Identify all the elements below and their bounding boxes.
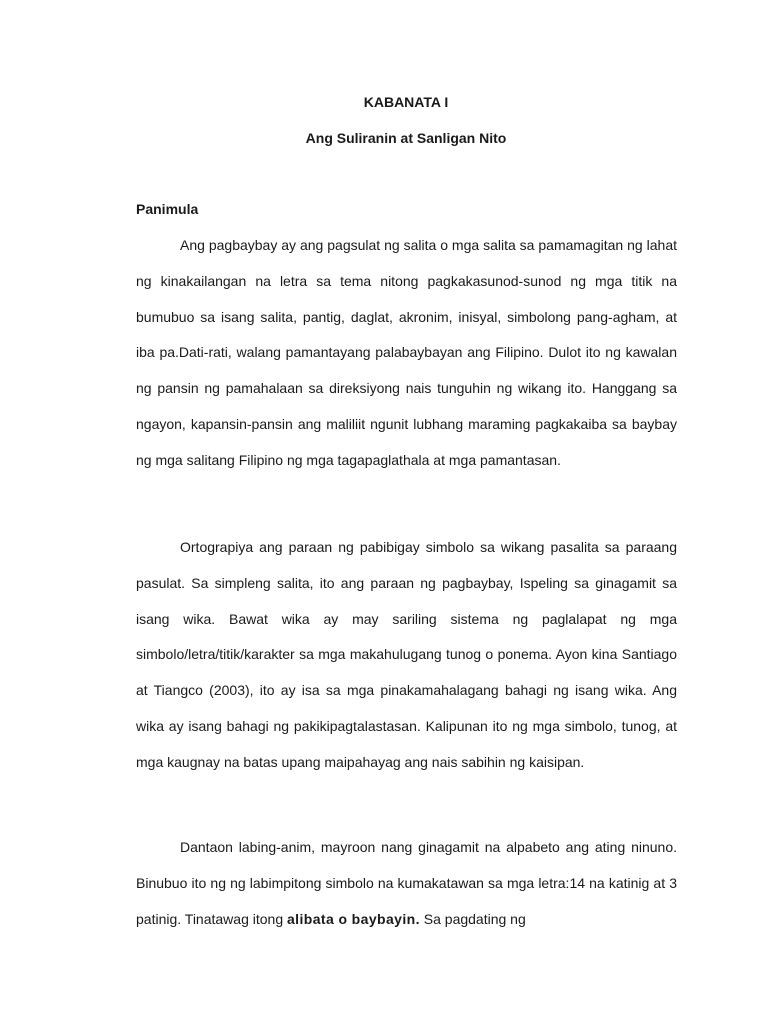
paragraph-3-start: Dantaon labing-anim, mayroon nang ginagamit na alpabeto ang ating ninuno. Binubuo ito ng ng labimpitong simbolo na kumakatawan sa mga letra:14 na katinig at 3 patinig. Tinatawag itong: [136, 839, 677, 927]
paragraph-1: Ang pagbaybay ay ang pagsulat ng salita o mga salita sa pamamagitan ng lahat ng kinakailangan na letra sa tema nitong pagkakasunod-sunod ng mga titik na bumubuo sa isang salita, pantig, daglat, akronim, inisyal, simbolong pang-agham, at iba pa.Dati-rati, walang pamantayang palabaybayan ang Filipino. Dulot ito ng kawalan ng pansin ng pamahalaan sa direksiyong nais tunguhin ng wikang ito. Hanggang sa ngayon, kapansin-pansin ang maliliit ngunit lubhang maraming pagkakaiba sa baybay ng mga salitang Filipino ng mga tagapaglathala at mga pamantasan.: [136, 237, 677, 468]
paragraph-2: Ortograpiya ang paraan ng pabibigay simbolo sa wikang pasalita sa paraang pasulat. Sa simpleng salita, ito ang paraan ng pagbaybay, Ispeling sa ginagamit sa isang wika. Bawat wika ay may sariling sistema ng paglalapat ng mga simbolo/letra/titik/karakter sa mga makahulugang tunog o ponema. Ayon kina Santiago at Tiangco (2003), ito ay isa sa mga pinakamahalagang bahagi ng isang wika. Ang wika ay isang bahagi ng pakikipagtalastasan. Kalipunan ito ng mga simbolo, tunog, at mga kaugnay na batas upang maipahayag ang nais sabihin ng kaisipan.: [136, 539, 677, 770]
section-heading: Panimula: [136, 201, 199, 217]
chapter-subtitle: Ang Suliranin at Sanligan Nito: [305, 130, 507, 146]
paragraph-3: [136, 830, 677, 937]
chapter-title: KABANATA I: [363, 94, 449, 110]
paragraph-3-end: Sa pagdating ng: [419, 910, 526, 927]
paragraph-3-bold-term: alibata o baybayin.: [287, 910, 420, 927]
